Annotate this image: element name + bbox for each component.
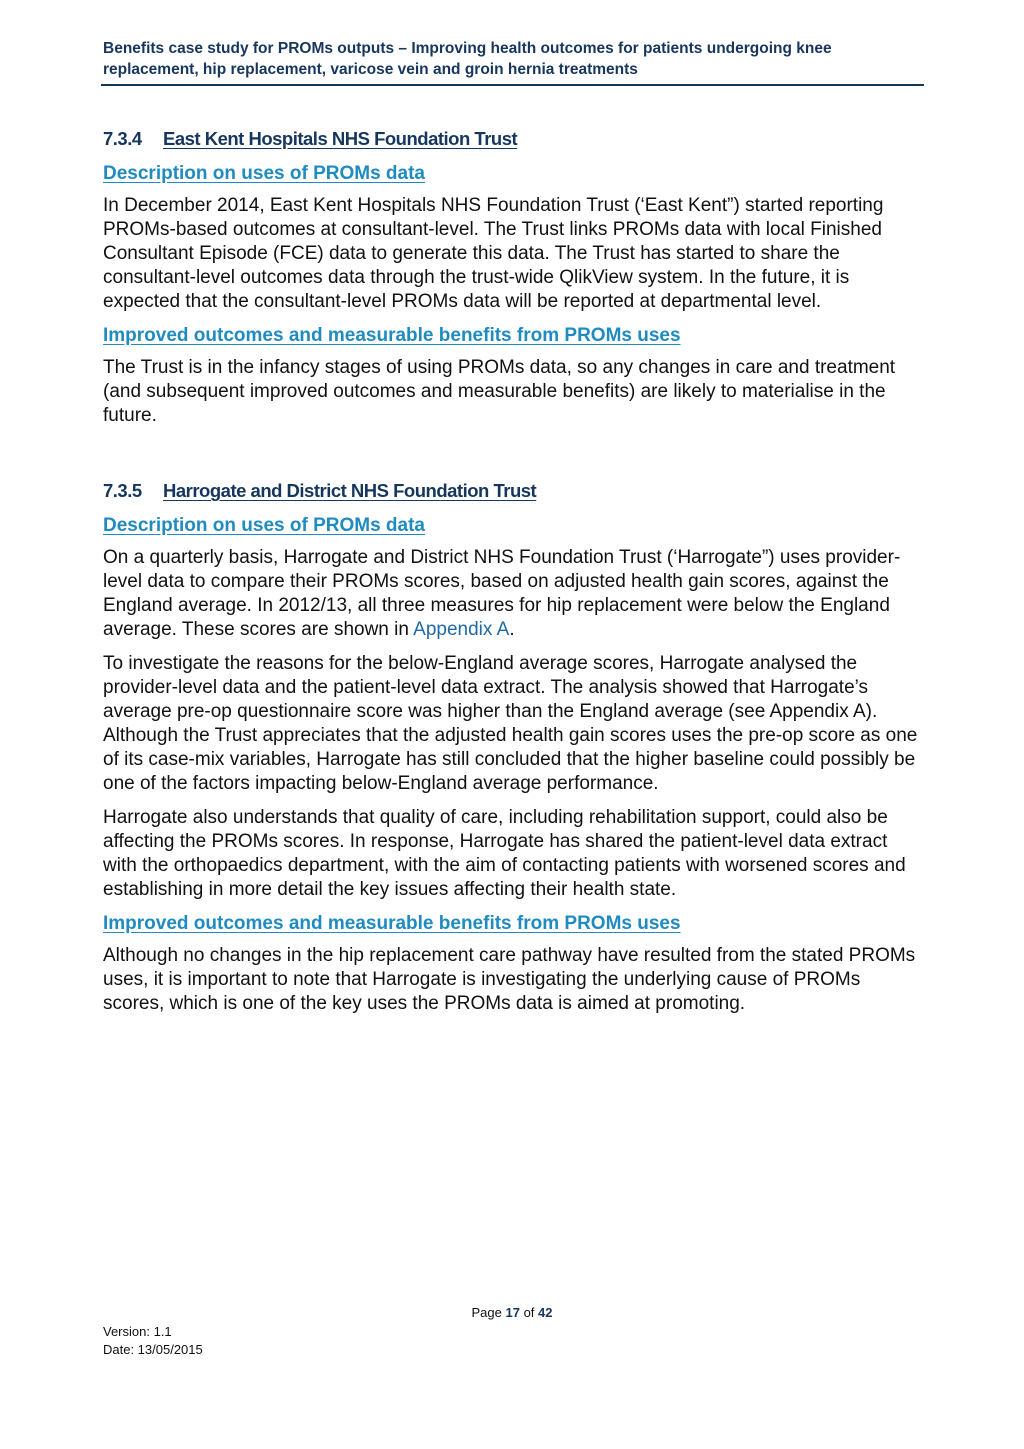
page-number bbox=[0, 1305, 1024, 1320]
subheading-outcomes: Improved outcomes and measurable benefits from PROMs uses bbox=[103, 325, 681, 346]
section-heading-east-kent bbox=[103, 126, 925, 152]
section-heading-harrogate bbox=[103, 478, 925, 504]
main-content bbox=[103, 126, 925, 1026]
appendix-a-link[interactable]: Appendix A bbox=[413, 619, 510, 640]
header-divider bbox=[101, 84, 924, 86]
page-total: 42 bbox=[538, 1305, 553, 1320]
subheading-description: Description on uses of PROMs data bbox=[103, 515, 425, 536]
header-line-2: replacement, hip replacement, varicose vein and groin hernia treatments bbox=[103, 61, 638, 78]
page-label: Page bbox=[471, 1305, 502, 1320]
page-current: 17 bbox=[505, 1305, 520, 1320]
paragraph bbox=[103, 546, 925, 642]
paragraph: Although no changes in the hip replacement care pathway have resulted from the stated PROMs uses, it is important to note that Harrogate is investigating the underlying cause of PROMs scores, which is one of the key uses the PROMs data is aimed at promoting. bbox=[103, 945, 916, 1014]
running-header bbox=[103, 38, 923, 80]
page-of: of bbox=[523, 1305, 535, 1320]
header-line-1: Benefits case study for PROMs outputs – Improving health outcomes for patients undergoing knee bbox=[103, 40, 832, 57]
paragraph: To investigate the reasons for the below-England average scores, Harrogate analysed the provider-level data and the patient-level data extract. The analysis showed that Harrogate’s average pre-op questionnaire score was higher than the England average (see Appendix A). Although the Trust appreciates that the adjusted health gain scores uses the pre-op score as one of its case-mix variables, Harrogate has still concluded that the higher baseline could possibly be one of the factors impacting below-England average performance. bbox=[103, 653, 918, 794]
paragraph: The Trust is in the infancy stages of using PROMs data, so any changes in care and treatment (and subsequent improved outcomes and measurable benefits) are likely to materialise in the future. bbox=[103, 357, 896, 426]
date-label: Date: 13/05/2015 bbox=[103, 1342, 203, 1357]
subheading-description: Description on uses of PROMs data bbox=[103, 163, 425, 184]
subheading-outcomes: Improved outcomes and measurable benefits from PROMs uses bbox=[103, 913, 681, 934]
paragraph-end: . bbox=[509, 619, 515, 640]
section-title: East Kent Hospitals NHS Foundation Trust bbox=[163, 128, 518, 149]
paragraph: Harrogate also understands that quality of care, including rehabilitation support, could also be affecting the PROMs scores. In response, Harrogate has shared the patient-level data extract with the orthopaedics department, with the aim of contacting patients with worsened scores and establishing in more detail the key issues affecting their health state. bbox=[103, 807, 906, 900]
paragraph: In December 2014, East Kent Hospitals NHS Foundation Trust (‘East Kent”) started reporting PROMs-based outcomes at consultant-level. The Trust links PROMs data with local Finished Consultant Episode (FCE) data to generate this data. The Trust has started to share the consultant-level outcomes data through the trust-wide QlikView system. In the future, it is expected that the consultant-level PROMs data will be reported at departmental level. bbox=[103, 195, 884, 312]
section-spacer bbox=[103, 438, 925, 478]
paragraph-text: On a quarterly basis, Harrogate and District NHS Foundation Trust (‘Harrogate”) uses provider-level data to compare their PROMs scores, based on adjusted health gain scores, against the England average. In 2012/13, all three measures for hip replacement were below the England average. These scores are shown in bbox=[103, 547, 901, 640]
section-title: Harrogate and District NHS Foundation Trust bbox=[163, 480, 537, 501]
footer-meta bbox=[103, 1323, 203, 1359]
section-number: 7.3.5 bbox=[103, 480, 142, 501]
section-number: 7.3.4 bbox=[103, 128, 142, 149]
version-label: Version: 1.1 bbox=[103, 1324, 172, 1339]
